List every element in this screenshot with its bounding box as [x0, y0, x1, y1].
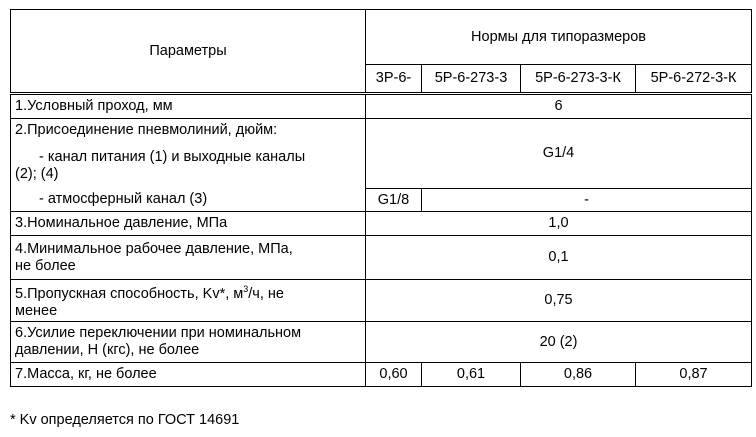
row-1	[11, 94, 752, 119]
row-6-label-line2: давлении, Н (кгс), не более	[15, 342, 200, 358]
row-5-label-sup: 3	[243, 284, 249, 295]
row-2-sub2-value-b: -	[422, 189, 752, 212]
row-1-value: 6	[366, 94, 752, 119]
row-2	[11, 119, 752, 143]
spec-table	[10, 9, 752, 387]
footnote: * Kv определяется по ГОСТ 14691	[10, 412, 240, 428]
row-2-sub1-label	[11, 143, 366, 189]
row-5-label	[11, 280, 366, 322]
header-row	[11, 10, 752, 65]
row-2-sub1-line1: - канал питания (1) и выходные каналы	[39, 148, 306, 165]
header-norms: Нормы для типоразмеров	[366, 10, 752, 65]
row-5-value: 0,75	[366, 280, 752, 322]
row-4	[11, 236, 752, 280]
row-7-value-4: 0,87	[636, 363, 752, 387]
row-2-label: 2.Присоединение пневмолиний, дюйм:	[11, 119, 366, 143]
row-4-label-line1: 4.Минимальное рабочее давление, МПа,	[15, 240, 293, 257]
row-3	[11, 212, 752, 236]
row-7	[11, 363, 752, 387]
row-4-label	[11, 236, 366, 280]
row-1-label: 1.Условный проход, мм	[11, 94, 366, 119]
row-7-value-3: 0,86	[521, 363, 636, 387]
row-4-label-line2: не более	[15, 257, 76, 274]
row-2-sub1-value: G1/4	[366, 119, 752, 189]
model-1: 3Р-6-	[366, 65, 422, 94]
row-4-value: 0,1	[366, 236, 752, 280]
model-3: 5Р-6-273-3-К	[521, 65, 636, 94]
row-6-label	[11, 322, 366, 363]
row-3-label: 3.Номинальное давление, МПа	[11, 212, 366, 236]
row-5-label-part-a: 5.Пропускная способность, Kv*, м	[15, 285, 244, 302]
header-params: Параметры	[11, 10, 366, 94]
row-5	[11, 280, 752, 322]
row-5-label-line2: менее	[15, 302, 58, 319]
row-7-value-1: 0,60	[366, 363, 422, 387]
row-5-label-line1	[15, 281, 361, 303]
row-2-sub1-line2: (2); (4)	[15, 165, 59, 182]
row-7-value-2: 0,61	[422, 363, 521, 387]
row-6	[11, 322, 752, 363]
row-2-sub2-label: - атмосферный канал (3)	[11, 189, 366, 212]
model-4: 5Р-6-272-3-К	[636, 65, 752, 94]
row-6-value: 20 (2)	[366, 322, 752, 363]
row-7-label: 7.Масса, кг, не более	[11, 363, 366, 387]
row-5-label-part-b: /ч, не	[248, 285, 284, 302]
row-2-sub2	[11, 189, 752, 212]
row-2-sub2-value-a: G1/8	[366, 189, 422, 212]
row-6-label-line1: 6.Усилие переключении при номинальном	[15, 325, 302, 341]
row-3-value: 1,0	[366, 212, 752, 236]
model-2: 5Р-6-273-3	[422, 65, 521, 94]
